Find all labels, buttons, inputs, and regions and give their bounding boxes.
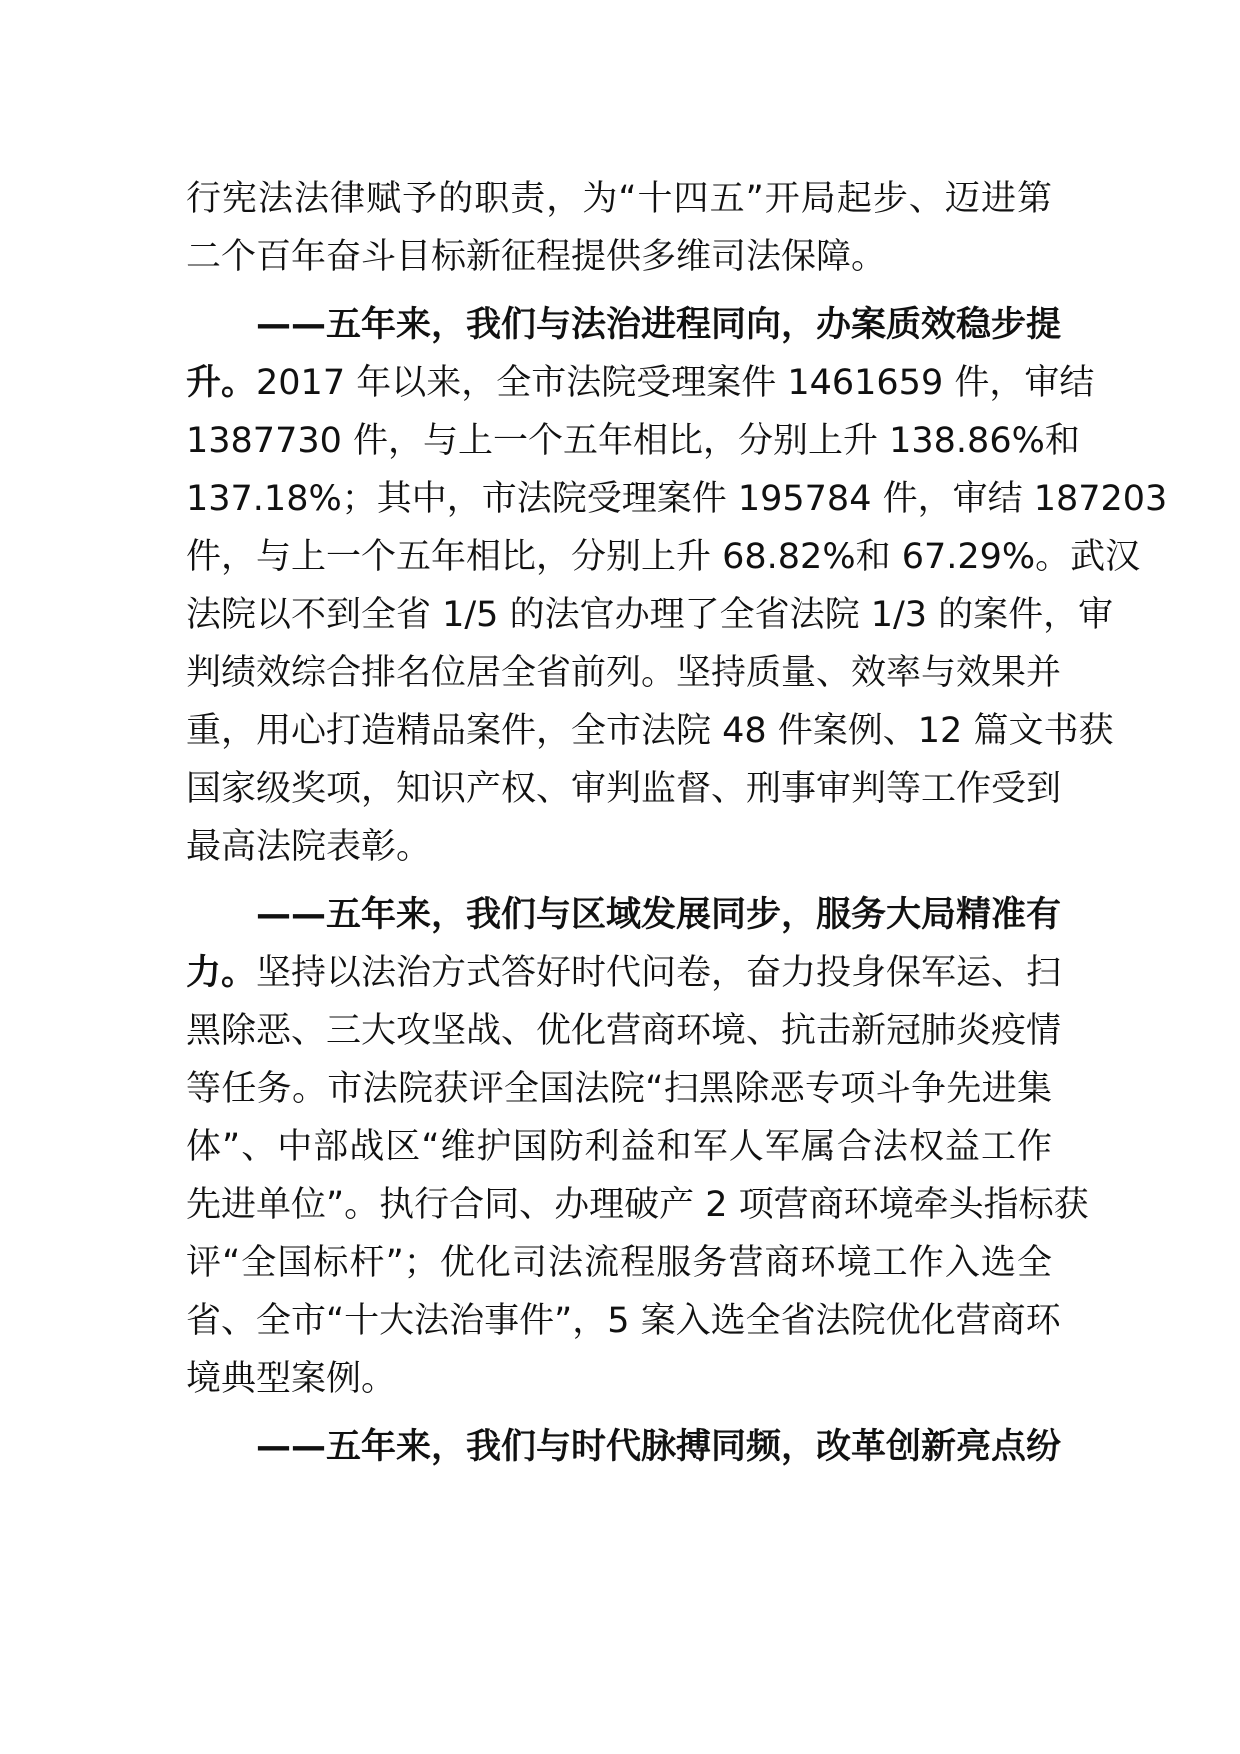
paragraph-line xyxy=(186,944,1062,1002)
paragraph-line: 行宪法法律赋予的职责，为“十四五”开局起步、迈进第 xyxy=(186,179,1052,219)
section-heading-end: 升。 xyxy=(186,363,257,403)
paragraph-line: 评“全国标杆”；优化司法流程服务营商环境工作入选全 xyxy=(186,1243,1052,1283)
paragraph-line: 判绩效综合排名位居全省前列。坚持质量、效率与效果并 xyxy=(186,653,1062,693)
paragraph-line: 境典型案例。 xyxy=(186,1359,397,1399)
paragraph-text: 坚持以法治方式答好时代问卷，奋力投身保军运、扫 xyxy=(256,953,1062,993)
paragraph-line: 最高法院表彰。 xyxy=(186,827,432,867)
paragraph-line: 法院以不到全省 1/5 的法官办理了全省法院 1/3 的案件，审 xyxy=(186,595,1114,635)
paragraph-line: 黑除恶、三大攻坚战、优化营商环境、抗击新冠肺炎疫情 xyxy=(186,1011,1062,1051)
paragraph-line: 国家级奖项，知识产权、审判监督、刑事审判等工作受到 xyxy=(186,769,1062,809)
section-heading-line: ——五年来，我们与时代脉搏同频，改革创新亮点纷 xyxy=(256,1427,1062,1467)
paragraph-line: 二个百年奋斗目标新征程提供多维司法保障。 xyxy=(186,237,887,277)
paragraph-line: 体”、中部战区“维护国防利益和军人军属合法权益工作 xyxy=(186,1127,1052,1167)
section-heading-line: ——五年来，我们与区域发展同步，服务大局精准有 xyxy=(256,895,1062,935)
section-heading-end: 力。 xyxy=(186,953,257,993)
paragraph-line: 等任务。市法院获评全国法院“扫黑除恶专项斗争先进集 xyxy=(186,1069,1052,1109)
paragraph-line: 先进单位”。执行合同、办理破产 2 项营商环境牵头指标获 xyxy=(186,1185,1089,1225)
paragraph-line: 省、全市“十大法治事件”，5 案入选全省法院优化营商环 xyxy=(186,1301,1061,1341)
paragraph-line: 件，与上一个五年相比，分别上升 68.82%和 67.29%。武汉 xyxy=(186,537,1141,577)
paragraph-line: 137.18%；其中，市法院受理案件 195784 件，审结 187203 xyxy=(186,479,1168,519)
paragraph-text: 2017 年以来，全市法院受理案件 1461659 件，审结 xyxy=(256,363,1095,403)
section-heading-line: ——五年来，我们与法治进程同向，办案质效稳步提 xyxy=(256,305,1062,345)
paragraph-line: 重，用心打造精品案件，全市法院 48 件案例、12 篇文书获 xyxy=(186,711,1114,751)
paragraph-line xyxy=(186,354,1095,412)
paragraph-line: 1387730 件，与上一个五年相比，分别上升 138.86%和 xyxy=(186,421,1080,461)
